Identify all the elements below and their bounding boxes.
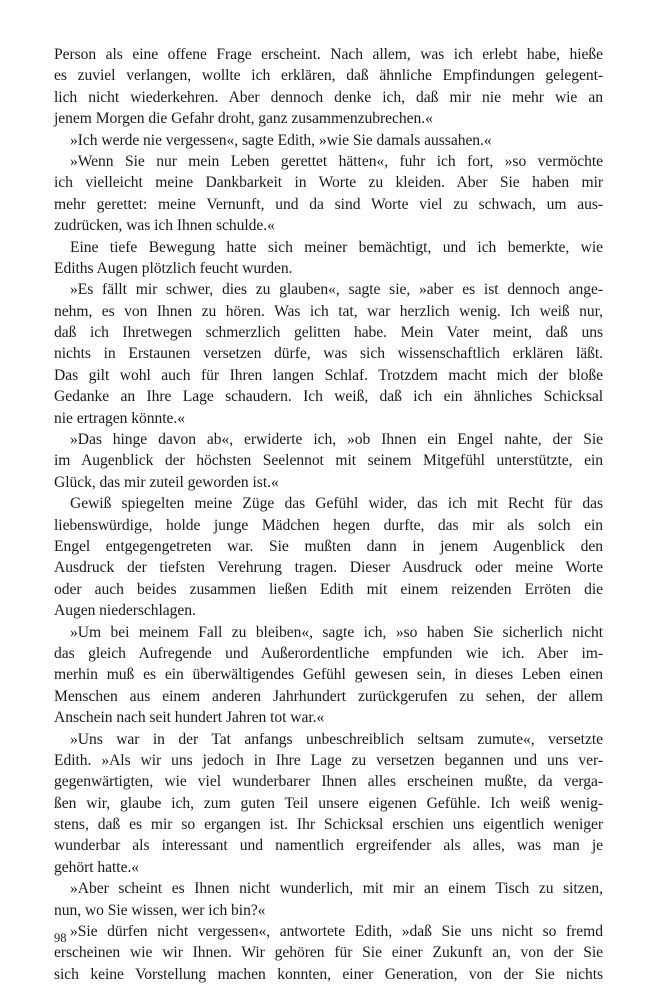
text-line: »Das hinge davon ab«, erwiderte ich, »ob Ihnen ein Engel nahte, der Sie (70, 431, 603, 449)
text-line: mehr gerettet: meine Vernunft, und da sind Worte viel zu schwach, um aus- (54, 195, 603, 213)
text-line: wunderbar als interessant und namentlich ergreifender als alles, was man je (54, 837, 603, 855)
text-line: sich keine Vorstellung machen konnten, einer Generation, von der Sie nichts (54, 965, 603, 983)
text-line: Glück, das mir zuteil geworden ist.« (54, 473, 279, 491)
text-line: Edith. »Als wir uns jedoch in Ihre Lage zu versetzen begannen und uns ver- (54, 751, 603, 769)
text-line: Eine tiefe Bewegung hatte sich meiner bemächtigt, und ich bemerkte, wie (70, 238, 603, 256)
text-line: »Wenn Sie nur mein Leben gerettet hätten«, fuhr ich fort, »so vermöchte (70, 152, 603, 170)
text-line: »Aber scheint es Ihnen nicht wunderlich, mit mir an einem Tisch zu sitzen, (70, 880, 603, 898)
text-line: gehört hatte.« (54, 858, 140, 876)
text-line: nie ertragen könnte.« (54, 409, 186, 427)
text-line: ßen wir, glaube ich, zum guten Teil unsere eigenen Gefühle. Ich weiß wenig- (54, 794, 603, 812)
text-line: gegenwärtigten, wie viel wunderbarer Ihnen alles erscheinen mußte, da verga- (54, 773, 603, 791)
text-line: Augen niederschlagen. (54, 602, 196, 620)
text-line: »Uns war in der Tat anfangs unbeschreiblich seltsam zumute«, versetzte (70, 730, 603, 748)
text-line: daß ich Ihretwegen schmerzlich gelitten habe. Mein Vater meint, daß uns (54, 324, 603, 342)
text-line: liebenswürdige, holde junge Mädchen hegen durfte, das mir als solch ein (54, 516, 603, 534)
text-line: merhin muß es ein überwältigendes Gefühl gewesen sein, in dieses Leben einen (54, 666, 603, 684)
text-line: nehm, es von Ihnen zu hören. Was ich tat, war herzlich wenig. Ich weiß nur, (54, 302, 603, 320)
page-body (54, 44, 603, 985)
text-line: jenem Morgen die Gefahr droht, ganz zusammenzubrechen.« (54, 110, 433, 128)
text-line: Ediths Augen plötzlich feucht wurden. (54, 259, 293, 277)
text-line: Person als eine offene Frage erscheint. Nach allem, was ich erlebt habe, hieße (54, 46, 603, 63)
page-number: 98 (54, 931, 67, 945)
text-line: zudrücken, was ich Ihnen schulde.« (54, 217, 275, 235)
text-line: Das gilt wohl auch für Ihren langen Schlaf. Trotzdem macht mich der bloße (54, 366, 603, 384)
text-line: »Ich werde nie vergessen«, sagte Edith, »wie Sie damals aussahen.« (70, 131, 492, 149)
text-line: Menschen aus einem anderen Jahrhundert zurückgerufen zu sehen, der allem (54, 687, 603, 705)
text-line: »Um bei meinem Fall zu bleiben«, sagte ich, »so haben Sie sicherlich nicht (70, 623, 603, 641)
text-line: Engel entgegengetreten war. Sie mußten dann in jenem Augenblick den (54, 537, 603, 555)
text-line: Gedanke an Ihre Lage schaudern. Ich weiß, daß ich ein ähnliches Schicksal (54, 388, 603, 406)
text-line: nichts in Erstaunen versetzen dürfe, was sich wissenschaftlich erklären läßt. (54, 345, 603, 363)
text-line: oder auch beides zusammen ließen Edith mit einem reizenden Erröten die (54, 580, 603, 598)
text-line: das gleich Aufregende und Außerordentliche empfunden wie ich. Aber im- (54, 644, 603, 662)
text-line: »Es fällt mir schwer, dies zu glauben«, sagte sie, »aber es ist dennoch ange- (70, 281, 603, 299)
text-line: im Augenblick der höchsten Seelennot mit seinem Mitgefühl unterstützte, ein (54, 452, 603, 470)
text-line: Ausdruck der tiefsten Verehrung tragen. Dieser Ausdruck oder meine Worte (54, 559, 603, 577)
text-line: »Sie dürfen nicht vergessen«, antwortete Edith, »daß Sie uns nicht so fremd (70, 923, 603, 941)
text-line: erscheinen wie wir Ihnen. Wir gehören für Sie einer Zukunft an, von der Sie (54, 944, 603, 962)
text-line: Anschein nach seit hundert Jahren tot war.« (54, 709, 325, 727)
text-line: ich vielleicht meine Dankbarkeit in Worte zu kleiden. Aber Sie haben mir (54, 174, 603, 192)
text-line: stens, daß es mir so ergangen ist. Ihr Schicksal erschien uns eigentlich weniger (54, 816, 603, 834)
text-line: es zuviel verlangen, wollte ich erklären, daß ähnliche Empfindungen gelegent- (54, 67, 603, 85)
text-line: lich nicht wiederkehren. Aber dennoch denke ich, daß mir nie mehr wie an (54, 88, 603, 106)
text-line: nun, wo Sie wissen, wer ich bin?« (54, 901, 266, 919)
text-line: Gewiß spiegelten meine Züge das Gefühl wider, das ich mit Recht für das (70, 495, 603, 513)
